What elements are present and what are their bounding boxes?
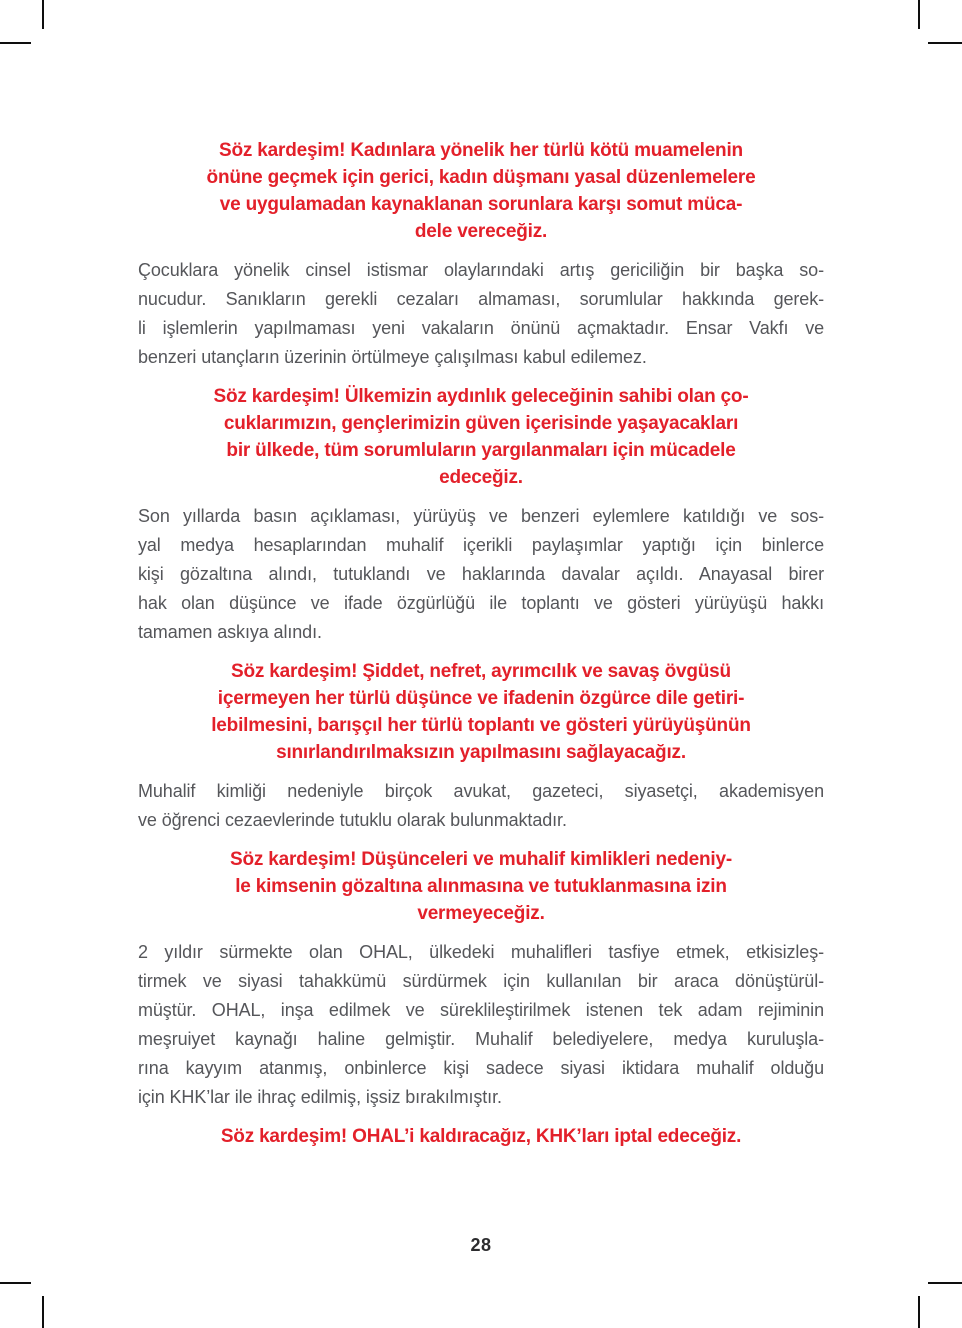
crop-mark-bottom-left-vertical	[42, 1296, 44, 1328]
crop-mark-bottom-left-horizontal	[0, 1282, 31, 1284]
heading-line: vermeyeceğiz.	[417, 903, 545, 924]
heading-line: sınırlandırılmaksızın yapılmasını sağlayacağız.	[276, 742, 686, 763]
body-paragraph-child-abuse	[138, 256, 824, 372]
paragraph-line: Son yıllarda basın açıklaması, yürüyüş ve benzeri eylemlere katıldığı ve sos-	[138, 506, 824, 526]
page-number: 28	[470, 1235, 492, 1255]
paragraph-line: tamamen askıya alındı.	[138, 622, 322, 642]
paragraph-line: meşruiyet kaynağı haline gelmiştir. Muhalif belediyelere, medya kuruluşla-	[138, 1029, 824, 1049]
heading-line: bir ülkede, tüm sorumluların yargılanmaları için mücadele	[226, 440, 736, 461]
heading-line: Söz kardeşim! Kadınlara yönelik her türlü kötü muamelenin	[219, 140, 743, 161]
paragraph-line: Çocuklara yönelik cinsel istismar olaylarındaki artış gericiliğin bir başka so-	[138, 260, 824, 280]
paragraph-line: kişi gözaltına alındı, tutuklandı ve haklarında davalar açıldı. Anayasal birer	[138, 564, 824, 584]
heading-line: Söz kardeşim! Düşünceleri ve muhalif kimlikleri nedeniy-	[230, 849, 732, 870]
heading-line: dele vereceğiz.	[414, 221, 548, 242]
heading-line: önüne geçmek için gerici, kadın düşmanı yasal düzenlemelere	[206, 167, 756, 188]
crop-mark-top-left-vertical	[42, 0, 44, 29]
heading-line: le kimsenin gözaltına alınmasına ve tutuklanmasına izin	[235, 876, 727, 897]
pledge-heading-khk	[165, 1123, 797, 1150]
paragraph-line: hak olan düşünce ve ifade özgürlüğü ile toplantı ve gösteri yürüyüşü hakkı	[138, 593, 824, 613]
paragraph-line: li işlemlerin yapılmaması yeni vakaların önünü açmaktadır. Ensar Vakfı ve	[138, 318, 824, 338]
heading-line: Söz kardeşim! Şiddet, nefret, ayrımcılık ve savaş övgüsü	[231, 661, 731, 682]
heading-line: lebilmesini, barışçıl her türlü toplantı ve gösteri yürüyüşünün	[211, 715, 751, 736]
paragraph-line: müştür. OHAL, inşa edilmek ve süreklileştirilmek istenen tek adam rejiminin	[138, 1000, 824, 1020]
pledge-heading-opposition	[165, 846, 797, 927]
paragraph-line: tirmek ve siyasi tahakkümü sürdürmek için kullanılan bir araca dönüştürül-	[138, 971, 824, 991]
paragraph-line: 2 yıldır sürmekte olan OHAL, ülkedeki muhalifleri tasfiye etmek, etkisizleş-	[138, 942, 824, 962]
paragraph-line: Muhalif kimliği nedeniyle birçok avukat, gazeteci, siyasetçi, akademisyen	[138, 781, 824, 801]
heading-line: edeceğiz.	[439, 467, 523, 488]
paragraph-line: yal medya hesaplarından muhalif içerikli paylaşımlar yaptığı için binlerce	[138, 535, 824, 555]
paragraph-line: benzeri utançların üzerinin örtülmeye çalışılması kabul edilemez.	[138, 347, 647, 367]
paragraph-line: nucudur. Sanıkların gerekli cezaları almaması, sorumlular hakkında gerek-	[138, 289, 824, 309]
body-paragraph-prisoners	[138, 777, 824, 835]
pledge-heading-women	[165, 137, 797, 245]
paragraph-line: için KHK’lar ile ihraç edilmiş, işsiz bırakılmıştır.	[138, 1087, 502, 1107]
heading-line: Söz kardeşim! Ülkemizin aydınlık geleceğinin sahibi olan ço-	[213, 386, 749, 407]
crop-mark-bottom-right-vertical	[918, 1296, 920, 1328]
crop-mark-top-right-vertical	[918, 0, 920, 29]
crop-mark-top-right-horizontal	[928, 42, 962, 44]
heading-line: Söz kardeşim! OHAL’i kaldıracağız, KHK’ları iptal edeceğiz.	[220, 1126, 742, 1147]
pledge-heading-expression	[165, 658, 797, 766]
heading-line: içermeyen her türlü düşünce ve ifadenin özgürce dile getiri-	[217, 688, 745, 709]
paragraph-line: ve öğrenci cezaevlerinde tutuklu olarak bulunmaktadır.	[138, 810, 567, 830]
body-paragraph-detentions	[138, 502, 824, 647]
body-paragraph-ohal	[138, 938, 824, 1112]
heading-line: ve uygulamadan kaynaklanan sorunlara karşı somut müca-	[219, 194, 743, 215]
crop-mark-bottom-right-horizontal	[928, 1282, 962, 1284]
crop-mark-top-left-horizontal	[0, 42, 31, 44]
page-body	[138, 137, 824, 1161]
heading-line: cuklarımızın, gençlerimizin güven içerisinde yaşayacakları	[223, 413, 739, 434]
paragraph-line: rına kayyım atanmış, onbinlerce kişi sadece siyasi iktidara muhalif olduğu	[138, 1058, 824, 1078]
pledge-heading-children	[165, 383, 797, 491]
